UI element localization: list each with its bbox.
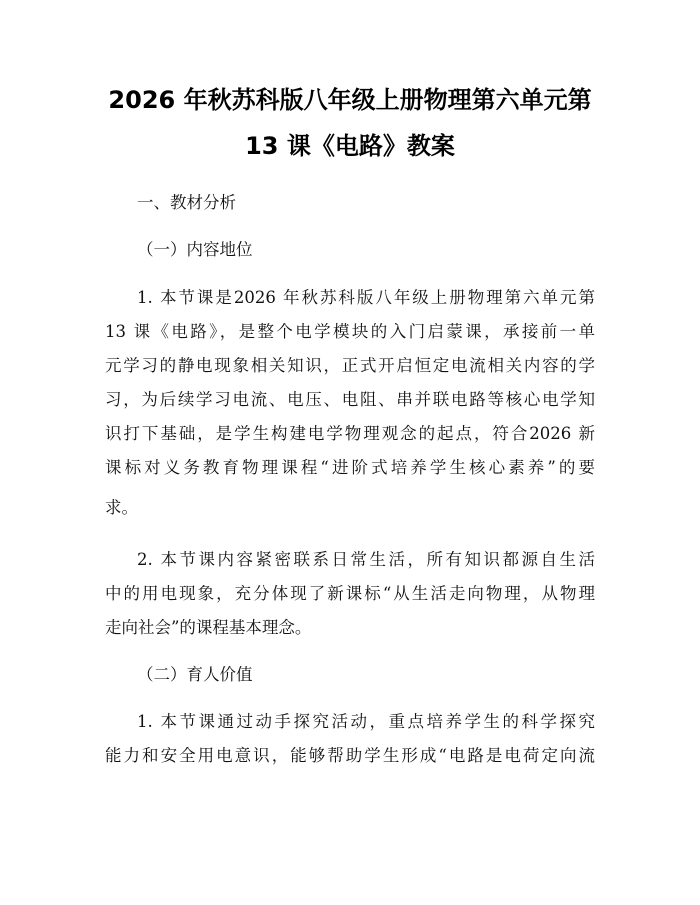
paragraph-1-line-6: 课标对义务教育物理课程“进阶式培养学生核心素养”的要 <box>105 458 595 477</box>
document-title-line-2: 13 课《电路》教案 <box>245 132 455 160</box>
paragraph-1-line-3: 元学习的静电现象相关知识，正式开启恒定电流相关内容的学 <box>105 356 595 375</box>
paragraph-3-line-1: 1. 本节课通过动手探究活动，重点培养学生的科学探究 <box>137 712 595 731</box>
paragraph-2-line-1: 2. 本节课内容紧密联系日常生活，所有知识都源自生活 <box>137 550 595 569</box>
section-heading-material-analysis: 一、教材分析 <box>137 193 236 212</box>
paragraph-2-line-3: 走向社会”的课程基本理念。 <box>105 618 312 637</box>
paragraph-1-line-7: 求。 <box>105 498 138 517</box>
paragraph-3-line-2: 能力和安全用电意识，能够帮助学生形成“电路是电荷定向流 <box>105 746 595 765</box>
paragraph-2-line-2: 中的用电现象，充分体现了新课标“从生活走向物理，从物理 <box>105 584 595 603</box>
subsection-heading-content-position: （一）内容地位 <box>137 240 253 259</box>
paragraph-1-line-2: 13 课《电路》，是整个电学模块的入门启蒙课，承接前一单 <box>105 322 595 341</box>
paragraph-1-line-5: 识打下基础，是学生构建电学物理观念的起点，符合2026 新 <box>105 424 595 443</box>
paragraph-1-line-1: 1. 本节课是2026 年秋苏科版八年级上册物理第六单元第 <box>137 288 595 307</box>
document-title-line-1: 2026 年秋苏科版八年级上册物理第六单元第 <box>108 86 592 114</box>
paragraph-1-line-4: 习，为后续学习电流、电压、电阻、串并联电路等核心电学知 <box>105 390 595 409</box>
subsection-heading-educational-value: （二）育人价值 <box>137 665 253 684</box>
